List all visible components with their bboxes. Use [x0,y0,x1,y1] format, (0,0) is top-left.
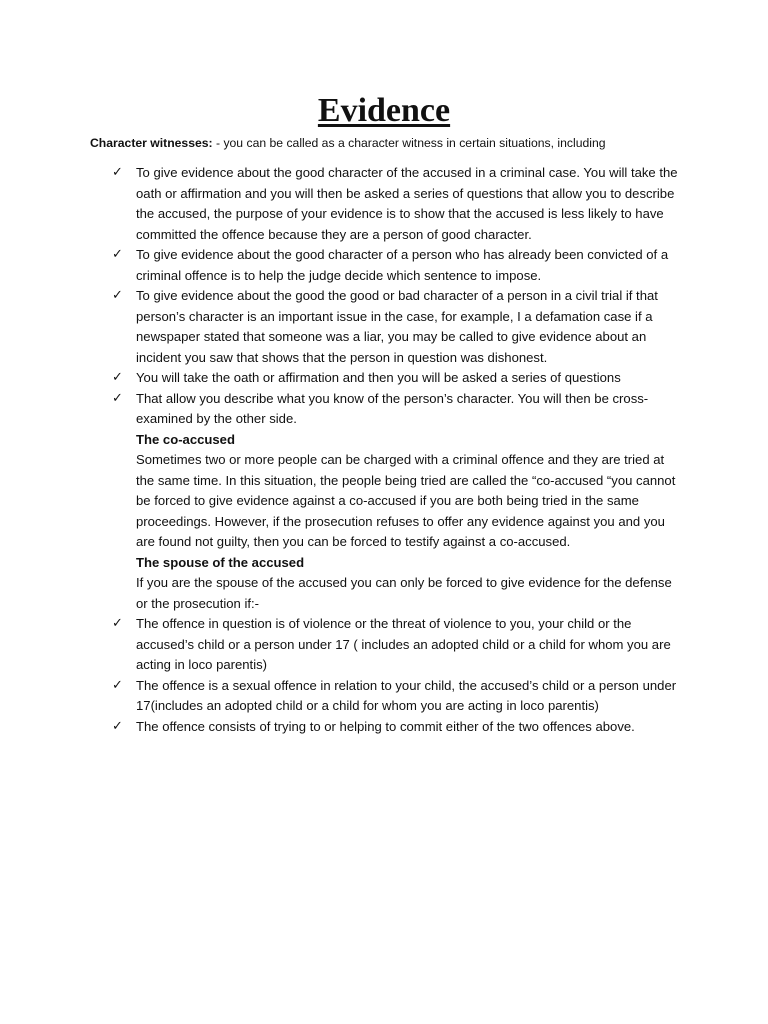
spouse-paragraph: If you are the spouse of the accused you can only be forced to give evidence for the defense or the prosecution if:- [136,575,672,611]
intro-label: Character witnesses: [90,136,213,150]
coaccused-heading: The co-accused [136,431,235,447]
checkmark-icon: ✓ [112,390,123,406]
list-item-text: That allow you describe what you know of the person’s character. You will then be cross-examined by the other side. [136,390,649,426]
list-item [110,286,680,368]
checkmark-icon: ✓ [112,677,123,693]
coaccused-paragraph: Sometimes two or more people can be charged with a criminal offence and they are tried at the same time. In this situation, the people being tried are called the “co-accused “you cannot be forced to give evidence against a co-accused if you are both being tried in the same proceedings. However, if the prosecution refuses to offer any evidence against you and you are found not guilty, then you can be forced to testify against a co-accused. [136,452,676,549]
list-item [110,717,680,738]
checkmark-icon: ✓ [112,165,123,180]
spouse-heading: The spouse of the accused [136,554,305,570]
list-item-text: The offence in question is of violence or the threat of violence to you, your child or the accused’s child or a person under 17 ( includes an adopted child or a child for whom you are acting in loco parentis) [136,616,671,672]
intro-text: - you can be called as a character witness in certain situations, including [212,136,606,150]
list-item [110,614,680,676]
checkmark-icon: ✓ [112,370,123,385]
checkmark-icon: ✓ [112,247,123,262]
list-item-text: To give evidence about the good the good or bad character of a person in a civil trial if that person’s character is an important issue in the case, for example, I a defamation case if a newspaper stated that someone was a liar, you may be called to give evidence about an incident you saw that shows that the person in question was dishonest. [136,288,658,365]
list-item-text: You will take the oath or affirmation and then you will be asked a series of questions [136,370,621,385]
checkmark-icon: ✓ [112,718,123,734]
intro-paragraph [90,135,730,152]
checkmark-icon: ✓ [112,288,123,303]
list-item [110,163,680,245]
list-item [110,676,680,717]
content-list [110,163,680,737]
list-item [110,245,680,286]
list-item [110,389,680,430]
list-item-text: To give evidence about the good character of a person who has already been convicted of a criminal offence is to help the judge decide which sentence to impose. [136,247,669,283]
checkmark-icon: ✓ [112,616,123,631]
list-item [110,368,680,389]
list-item-text: The offence consists of trying to or helping to commit either of the two offences above. [136,718,635,734]
page-title: Evidence [317,92,451,129]
list-item-text: To give evidence about the good character of the accused in a criminal case. You will take the oath or affirmation and you will then be asked a series of questions that allow you to describe the accused, the purpose of your evidence is to show that the accused is less likely to have committed the offence because they are a person of good character. [136,165,678,242]
list-item-text: The offence is a sexual offence in relation to your child, the accused’s child or a person under 17(includes an adopted child or a child for whom you are acting in loco parentis) [136,677,677,713]
